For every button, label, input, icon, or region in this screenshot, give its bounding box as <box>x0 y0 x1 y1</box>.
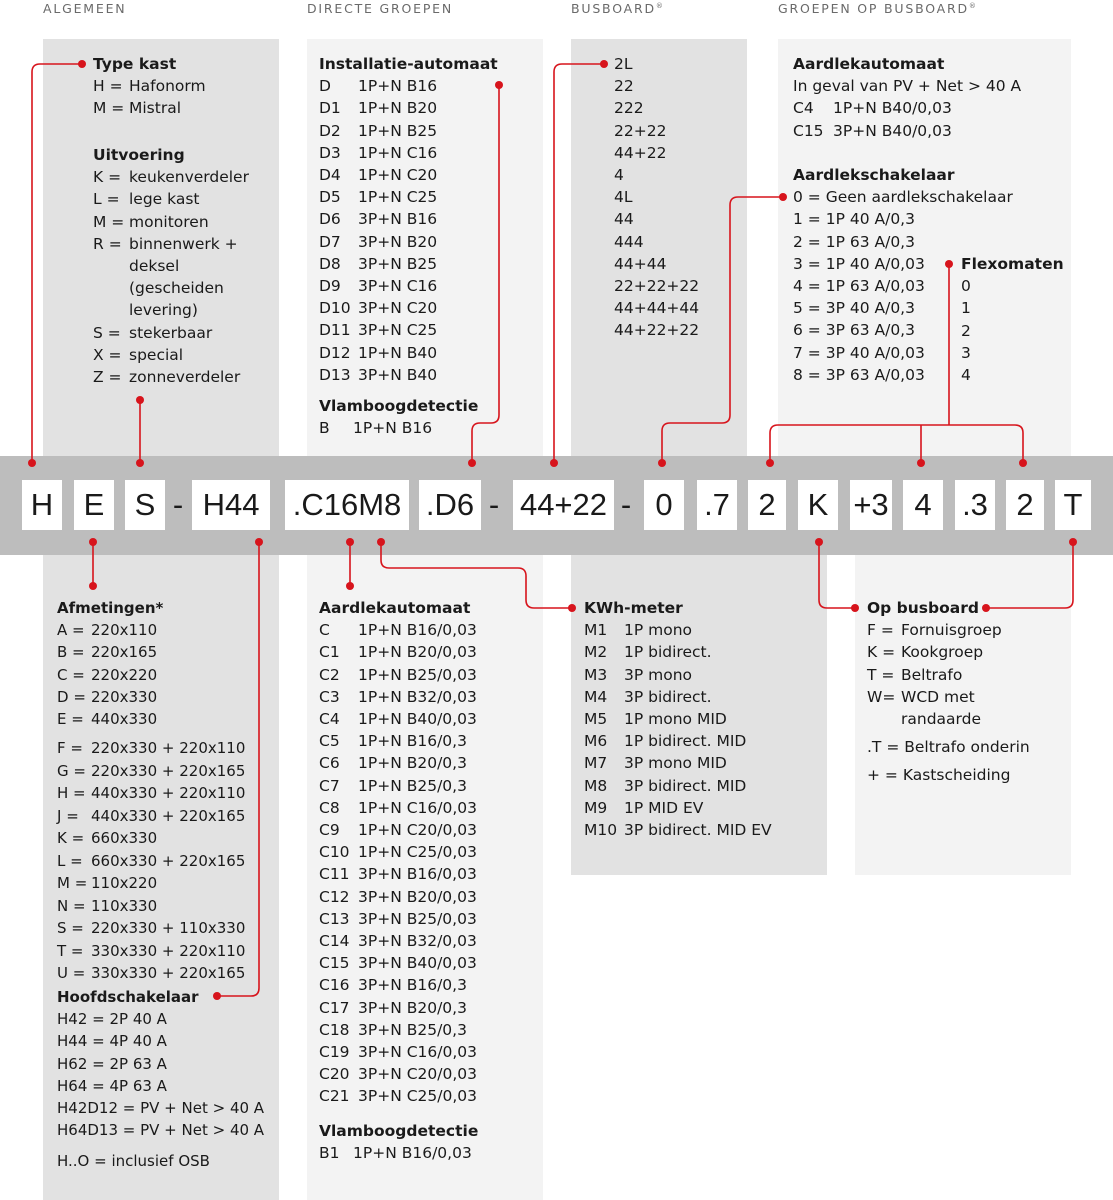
busboard-item: 44+22+22 <box>614 321 700 340</box>
kwh-item-code: M10 <box>584 821 618 840</box>
afmeting-item-code: B = <box>57 643 85 662</box>
op-busboard-item-code: K = <box>867 643 896 662</box>
installatie-item-value: 1P+N B40 <box>358 343 438 362</box>
aardlekautomaat-item-value: 1P+N C16/0,03 <box>358 798 477 817</box>
installatie-item-code: D12 <box>319 343 351 362</box>
flexomaten-item: 4 <box>961 366 971 385</box>
aardlekautomaat-item-value: 1P+N B20/0,3 <box>358 754 467 773</box>
installatie-item-code: D3 <box>319 143 341 162</box>
aardlekschakelaar-item: 2 = 1P 63 A/0,3 <box>793 232 915 251</box>
vlamboog-list-1 <box>319 417 498 439</box>
aardlekschakelaar-item: 8 = 3P 63 A/0,03 <box>793 365 925 384</box>
hoofdschakelaar-list <box>57 1008 264 1141</box>
installatie-item-value: 3P+N B16 <box>358 210 438 229</box>
aardlekautomaat-item-value: 1P+N C20/0,03 <box>358 821 477 840</box>
uitvoering-item-value: zonneverdeler <box>129 368 241 387</box>
code-e: E <box>74 480 114 530</box>
afmeting-item-value: 220x330 + 220x165 <box>91 761 246 780</box>
aardlekautomaat-item-value: 1P+N B25/0,3 <box>358 776 467 795</box>
aardlekautomaat-item-value: 3P+N B20/0,3 <box>358 998 467 1017</box>
aardlekautomaat-section <box>319 597 478 1164</box>
header-groepen-op-busboard: GROEPEN OP BUSBOARD® <box>778 1 976 16</box>
afmetingen-list-1 <box>57 619 245 730</box>
aardlekautomaat-title: Aardlekautomaat <box>319 599 471 617</box>
aardlekautomaat-item-code: C2 <box>319 665 340 684</box>
flexomaten-item: 1 <box>961 299 971 318</box>
aardlekschakelaar-item: 4 = 1P 63 A/0,03 <box>793 277 925 296</box>
busboard-list <box>614 53 699 342</box>
op-busboard-item-value: Fornuisgroep <box>901 621 1002 640</box>
header-algemeen: ALGEMEEN <box>43 1 127 16</box>
afmeting-item-code: F = <box>57 739 83 758</box>
kwh-item-value: 3P mono <box>624 665 693 684</box>
installatie-item-code: D4 <box>319 166 341 185</box>
installatie-item-value: 1P+N B16 <box>358 77 438 96</box>
afmeting-item-value: 330x330 + 220x110 <box>91 941 246 960</box>
code-two2: 2 <box>1006 480 1044 530</box>
afmeting-item-code: S = <box>57 919 84 938</box>
vlamboog-item-value: 1P+N B16 <box>353 419 433 438</box>
kwh-item-code: M1 <box>584 621 608 640</box>
uitvoering-item-code: R = <box>93 234 122 253</box>
afmeting-item-value: 110x330 <box>91 896 158 915</box>
aardlekautomaat-item-value: 3P+N B25/0,3 <box>358 1020 467 1039</box>
installatie-item-code: D6 <box>319 210 341 229</box>
vlamboog-item-code: B <box>319 419 330 438</box>
aardlekschakelaar-item: 3 = 1P 40 A/0,03 <box>793 254 925 273</box>
aardlekautomaat-item-code: C15 <box>319 954 350 973</box>
kwh-item-code: M8 <box>584 776 608 795</box>
busboard-item: 22+22 <box>614 121 667 140</box>
busboard-item: 444 <box>614 232 644 251</box>
afmeting-item-code: T = <box>57 941 84 960</box>
kwh-item-value: 3P bidirect. MID EV <box>624 821 772 840</box>
aardlekautomaat-item-code: C17 <box>319 998 350 1017</box>
uitvoering-item-value: binnenwerk + deksel (gescheiden levering) <box>129 234 238 320</box>
afmeting-item-value: 330x330 + 220x165 <box>91 964 246 983</box>
uitvoering-title: Uitvoering <box>93 146 185 164</box>
afmeting-item-value: 440x330 <box>91 710 158 729</box>
aardlekautomaat-item-value: 3P+N C20/0,03 <box>358 1065 477 1084</box>
uitvoering-item-value: monitoren <box>129 212 209 231</box>
installatie-item-value: 3P+N C25 <box>358 321 438 340</box>
afmeting-item-value: 220x165 <box>91 643 158 662</box>
afmeting-item-code: A = <box>57 621 85 640</box>
op-busboard-item-code: T = <box>867 665 895 684</box>
code-k: K <box>798 480 838 530</box>
installatie-item-code: D11 <box>319 321 351 340</box>
op-busboard-item-code: F = <box>867 621 894 640</box>
busboard-item: 4 <box>614 166 624 185</box>
type-kast-item-code: M = <box>93 99 125 118</box>
installatie-automaat-title: Installatie-automaat <box>319 55 498 73</box>
afmeting-item-code: H = <box>57 784 86 803</box>
installatie-item-value: 1P+N B25 <box>358 121 438 140</box>
busboard-item: 4L <box>614 188 633 207</box>
kwh-item-value: 3P bidirect. <box>624 687 712 706</box>
op-busboard-list <box>867 619 1030 730</box>
afmeting-item-code: J = <box>57 806 79 825</box>
installatie-item-value: 1P+N B20 <box>358 99 438 118</box>
uitvoering-section <box>93 144 249 388</box>
kwh-item-code: M4 <box>584 687 608 706</box>
aardlekautomaat-item-value: 1P+N B20/0,03 <box>358 643 477 662</box>
installatie-item-code: D13 <box>319 365 351 384</box>
code-p3: .3 <box>955 480 995 530</box>
vlamboog-list-2 <box>319 1142 478 1164</box>
aardlekautomaat-item-value: 1P+N B32/0,03 <box>358 687 477 706</box>
aardlekautomaat-bb-item-value: 3P+N B40/0,03 <box>833 121 952 140</box>
hoofdschakelaar-item: H44 = 4P 40 A <box>57 1032 167 1051</box>
afmeting-item-code: K = <box>57 829 85 848</box>
aardlekautomaat-item-value: 3P+N C25/0,03 <box>358 1087 477 1106</box>
aardlekschakelaar-item: 5 = 3P 40 A/0,3 <box>793 299 915 318</box>
uitvoering-item-code: S = <box>93 323 121 342</box>
installatie-item-code: D5 <box>319 188 341 207</box>
installatie-item-code: D7 <box>319 232 341 251</box>
kwh-meter-list <box>584 619 772 841</box>
afmeting-item-value: 220x110 <box>91 621 158 640</box>
vlamboog-item-value: 1P+N B16/0,03 <box>353 1143 472 1162</box>
code-two1: 2 <box>748 480 786 530</box>
uitvoering-item-value: keukenverdeler <box>129 168 249 187</box>
afmetingen-section <box>57 597 245 985</box>
afmeting-item-code: C = <box>57 665 85 684</box>
flexomaten-section <box>961 253 1064 386</box>
type-kast-item-value: Hafonorm <box>129 77 206 96</box>
installatie-item-value: 3P+N B25 <box>358 254 438 273</box>
aardlekautomaat-item-code: C10 <box>319 843 350 862</box>
afmeting-item-value: 220x330 + 110x330 <box>91 919 246 938</box>
type-kast-title: Type kast <box>93 55 177 73</box>
kwh-item-value: 1P MID EV <box>624 798 704 817</box>
installatie-automaat-section <box>319 53 498 439</box>
installatie-automaat-list <box>319 75 498 386</box>
afmetingen-title: Afmetingen* <box>57 599 164 617</box>
flexomaten-item: 0 <box>961 277 971 296</box>
afmeting-item-code: M = <box>57 874 88 893</box>
aardlekautomaat-item-value: 3P+N C16/0,03 <box>358 1043 477 1062</box>
aardlekautomaat-item-value: 1P+N B16/0,03 <box>358 621 477 640</box>
aardlekautomaat-bb-item-code: C4 <box>793 99 814 118</box>
aardlekautomaat-item-code: C8 <box>319 798 340 817</box>
aardlekautomaat-item-code: C18 <box>319 1020 350 1039</box>
kwh-item-value: 1P bidirect. <box>624 643 712 662</box>
flexomaten-list <box>961 275 1064 386</box>
aardlekautomaat-item-value: 1P+N B25/0,03 <box>358 665 477 684</box>
afmeting-item-code: G = <box>57 761 86 780</box>
afmeting-item-value: 220x330 <box>91 687 158 706</box>
aardlekautomaat-item-code: C11 <box>319 865 350 884</box>
hoofdschakelaar-item: H64 = 4P 63 A <box>57 1076 167 1095</box>
aardlekautomaat-item-code: C19 <box>319 1043 350 1062</box>
aardlekautomaat-item-value: 1P+N B16/0,3 <box>358 732 467 751</box>
aardlekautomaat-item-code: C13 <box>319 909 350 928</box>
code-t: T <box>1055 480 1091 530</box>
kwh-item-value: 1P mono MID <box>624 710 727 729</box>
aardlekautomaat-item-value: 3P+N B16/0,03 <box>358 865 477 884</box>
afmetingen-list-2 <box>57 737 245 985</box>
aardlekautomaat-item-value: 1P+N B40/0,03 <box>358 710 477 729</box>
aardlekschakelaar-item: 6 = 3P 63 A/0,3 <box>793 321 915 340</box>
kwh-item-value: 3P bidirect. MID <box>624 776 747 795</box>
aardlekautomaat-bb-section <box>793 53 1021 142</box>
aardlekautomaat-item-code: C <box>319 621 330 640</box>
aardlekautomaat-item-code: C3 <box>319 687 340 706</box>
code-d6: .D6 <box>419 480 481 530</box>
aardlekautomaat-item-value: 3P+N B40/0,03 <box>358 954 477 973</box>
uitvoering-item-code: L = <box>93 190 120 209</box>
installatie-item-code: D8 <box>319 254 341 273</box>
uitvoering-item-value: lege kast <box>129 190 200 209</box>
hoofdschakelaar-section <box>57 986 264 1173</box>
header-busboard: BUSBOARD® <box>571 1 663 16</box>
op-busboard-title: Op busboard <box>867 599 979 617</box>
kwh-item-code: M9 <box>584 798 608 817</box>
afmeting-item-code: E = <box>57 710 84 729</box>
op-busboard-section <box>867 597 1030 787</box>
code-plus3: +3 <box>850 480 892 530</box>
hoofdschakelaar-title: Hoofdschakelaar <box>57 988 199 1006</box>
afmeting-item-code: D = <box>57 687 86 706</box>
busboard-item: 44 <box>614 210 634 229</box>
busboard-item: 44+44 <box>614 254 667 273</box>
installatie-item-value: 3P+N C16 <box>358 277 438 296</box>
hoofdschakelaar-item: H62 = 2P 63 A <box>57 1054 167 1073</box>
code-dash1: - <box>172 487 184 522</box>
code-dash2: - <box>488 487 500 522</box>
aardlekautomaat-item-code: C16 <box>319 976 350 995</box>
aardlekautomaat-bb-item-value: 1P+N B40/0,03 <box>833 99 952 118</box>
kwh-meter-section <box>584 597 772 841</box>
type-kast-item-value: Mistral <box>129 99 182 118</box>
kwh-meter-title: KWh-meter <box>584 599 683 617</box>
aardlekautomaat-item-code: C4 <box>319 710 340 729</box>
uitvoering-item-code: M = <box>93 212 125 231</box>
installatie-item-value: 1P+N C25 <box>358 188 438 207</box>
kwh-item-value: 1P bidirect. MID <box>624 732 747 751</box>
installatie-item-value: 3P+N B20 <box>358 232 438 251</box>
afmeting-item-code: N = <box>57 896 86 915</box>
installatie-item-code: D <box>319 77 331 96</box>
busboard-item: 22 <box>614 77 634 96</box>
uitvoering-item-code: Z = <box>93 368 122 387</box>
code-p7: .7 <box>697 480 737 530</box>
installatie-item-code: D10 <box>319 299 351 318</box>
hoofdschakelaar-osb: H..O = inclusief OSB <box>57 1152 210 1171</box>
kwh-item-value: 3P mono MID <box>624 754 727 773</box>
kwh-item-code: M5 <box>584 710 608 729</box>
busboard-item: 44+22 <box>614 143 667 162</box>
aardlekautomaat-item-code: C5 <box>319 732 340 751</box>
aardlekautomaat-item-code: C1 <box>319 643 340 662</box>
installatie-item-value: 3P+N C20 <box>358 299 438 318</box>
installatie-item-code: D9 <box>319 277 341 296</box>
afmeting-item-value: 440x330 + 220x165 <box>91 806 246 825</box>
flexomaten-item: 2 <box>961 321 971 340</box>
vlamboog-title-2: Vlamboogdetectie <box>319 1121 479 1140</box>
aardlekautomaat-item-value: 3P+N B16/0,3 <box>358 976 467 995</box>
flexomaten-item: 3 <box>961 343 971 362</box>
op-busboard-item-value: Beltrafo <box>901 665 963 684</box>
uitvoering-item-code: K = <box>93 168 122 187</box>
afmeting-item-value: 660x330 + 220x165 <box>91 851 246 870</box>
busboard-item: 222 <box>614 99 644 118</box>
kwh-item-value: 1P mono <box>624 621 693 640</box>
header-directe-groepen: DIRECTE GROEPEN <box>307 1 454 16</box>
vlamboog-item-code: B1 <box>319 1143 340 1162</box>
aardlekautomaat-item-value: 1P+N C25/0,03 <box>358 843 477 862</box>
op-busboard-kastscheiding: + = Kastscheiding <box>867 766 1011 785</box>
aardlekautomaat-list <box>319 619 478 1107</box>
aardlekautomaat-item-code: C12 <box>319 887 350 906</box>
installatie-item-code: D1 <box>319 99 341 118</box>
aardlekautomaat-item-code: C6 <box>319 754 340 773</box>
afmeting-item-value: 220x330 + 220x110 <box>91 739 246 758</box>
afmeting-item-code: U = <box>57 964 86 983</box>
installatie-item-value: 1P+N C20 <box>358 166 438 185</box>
aardlekschakelaar-item: 7 = 3P 40 A/0,03 <box>793 343 925 362</box>
aardlekautomaat-item-value: 3P+N B32/0,03 <box>358 932 477 951</box>
code-h44: H44 <box>192 480 270 530</box>
code-h: H <box>22 480 62 530</box>
installatie-item-value: 3P+N B40 <box>358 365 438 384</box>
uitvoering-item-value: special <box>129 345 184 364</box>
kwh-item-code: M6 <box>584 732 608 751</box>
code-s: S <box>125 480 165 530</box>
aardlekautomaat-item-value: 3P+N B20/0,03 <box>358 887 477 906</box>
hoofdschakelaar-item: H64D13 = PV + Net > 40 A <box>57 1121 265 1140</box>
aardlekautomaat-item-code: C7 <box>319 776 340 795</box>
afmeting-item-value: 110x220 <box>91 874 158 893</box>
kwh-item-code: M7 <box>584 754 608 773</box>
code-c16m8: .C16M8 <box>285 480 409 530</box>
aardlekautomaat-bb-list <box>793 97 1021 141</box>
afmeting-item-value: 440x330 + 220x110 <box>91 784 246 803</box>
code-dash3: - <box>620 487 632 522</box>
op-busboard-item-value: Kookgroep <box>901 643 984 662</box>
afmeting-item-value: 220x220 <box>91 665 158 684</box>
uitvoering-item-code: X = <box>93 345 122 364</box>
uitvoering-list <box>93 166 249 388</box>
aardlekautomaat-bb-item-code: C15 <box>793 121 824 140</box>
aardlekautomaat-item-value: 3P+N B25/0,03 <box>358 909 477 928</box>
aardlekautomaat-item-code: C9 <box>319 821 340 840</box>
aardlekschakelaar-item: 1 = 1P 40 A/0,3 <box>793 210 915 229</box>
code-b4422: 44+22 <box>513 480 614 530</box>
hoofdschakelaar-item: H42 = 2P 40 A <box>57 1010 167 1029</box>
uitvoering-item-value: stekerbaar <box>129 323 213 342</box>
installatie-item-value: 1P+N C16 <box>358 143 438 162</box>
hoofdschakelaar-item: H42D12 = PV + Net > 40 A <box>57 1099 265 1118</box>
op-busboard-beltrafo-onderin: .T = Beltrafo onderin <box>867 738 1030 757</box>
aardlekautomaat-item-code: C14 <box>319 932 350 951</box>
kwh-item-code: M3 <box>584 665 608 684</box>
aardlekschakelaar-item: 0 = Geen aardlekschakelaar <box>793 188 1013 207</box>
installatie-item-code: D2 <box>319 121 341 140</box>
code-zero: 0 <box>644 480 684 530</box>
op-busboard-item-value: WCD met randaarde <box>901 687 982 729</box>
flexomaten-title: Flexomaten <box>961 255 1064 273</box>
op-busboard-item-code: W= <box>867 687 896 706</box>
afmeting-item-value: 660x330 <box>91 829 158 848</box>
aardlekautomaat-bb-subtitle: In geval van PV + Net > 40 A <box>793 77 1022 96</box>
type-kast-item-code: H = <box>93 77 123 96</box>
vlamboog-title-1: Vlamboogdetectie <box>319 397 479 416</box>
busboard-item: 22+22+22 <box>614 277 700 296</box>
afmeting-item-code: L = <box>57 851 83 870</box>
aardlekautomaat-bb-title: Aardlekautomaat <box>793 55 945 73</box>
aardlekautomaat-item-code: C20 <box>319 1065 350 1084</box>
code-four: 4 <box>903 480 943 530</box>
type-kast-section <box>93 53 206 120</box>
busboard-item: 44+44+44 <box>614 299 700 318</box>
aardlekautomaat-item-code: C21 <box>319 1087 350 1106</box>
type-kast-list <box>93 75 206 119</box>
busboard-item: 2L <box>614 55 633 73</box>
aardlekschakelaar-title: Aardlekschakelaar <box>793 166 955 184</box>
kwh-item-code: M2 <box>584 643 608 662</box>
